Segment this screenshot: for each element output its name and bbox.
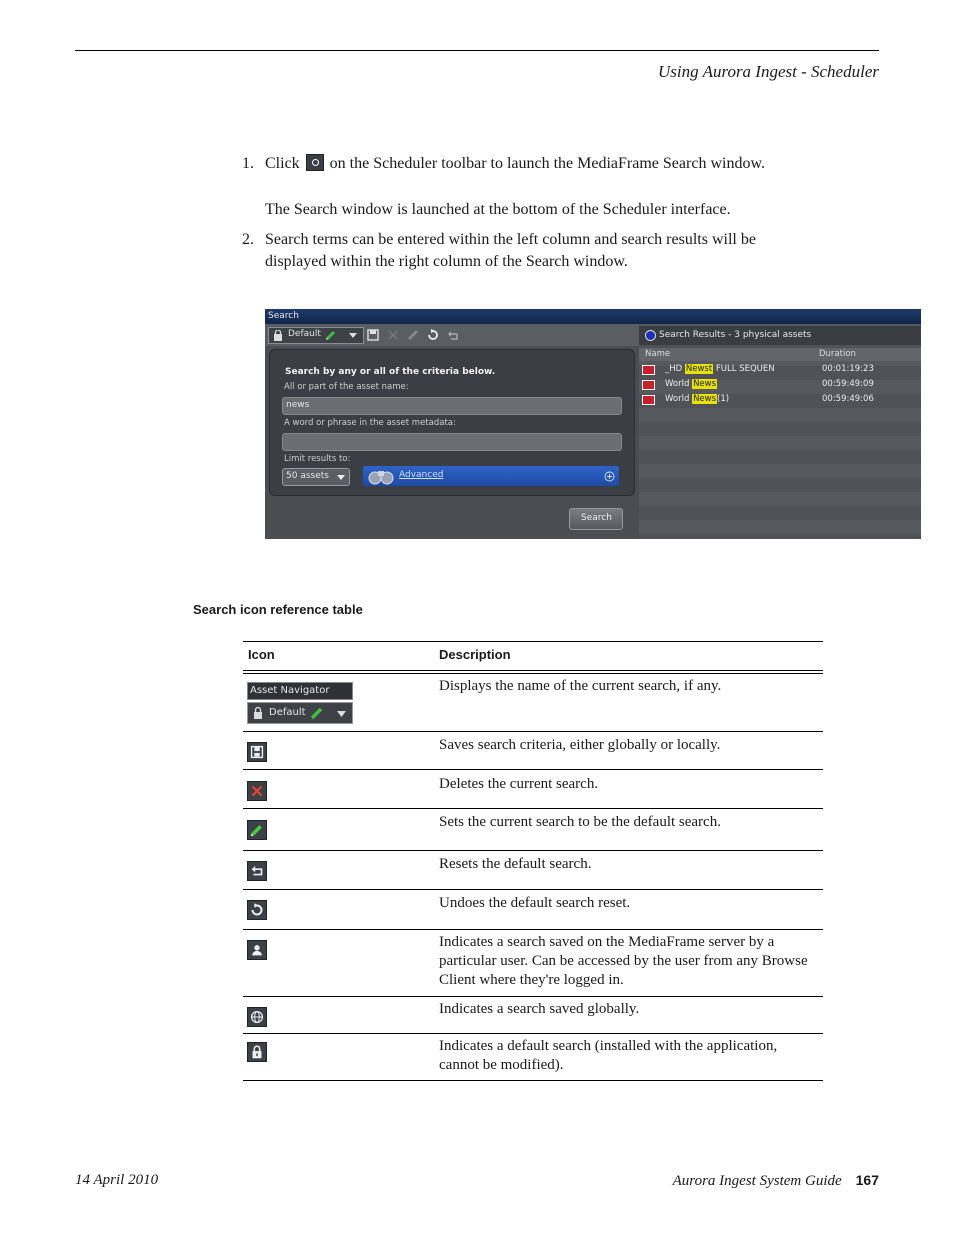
search-icon [306, 154, 324, 171]
row-description: Indicates a default search (installed with the application, cannot be modified). [439, 1038, 778, 1073]
limit-results-select[interactable] [282, 468, 350, 486]
user-icon [247, 940, 267, 960]
window-titlebar [265, 309, 921, 324]
footer-guide-title: Aurora Ingest System Guide [672, 1173, 842, 1189]
combo-value: Default [269, 707, 306, 718]
results-column-headers [639, 348, 921, 361]
chevron-down-icon [349, 333, 357, 338]
step-text-after: on the Scheduler toolbar to launch the MediaFrame Search window. [329, 155, 765, 172]
results-title: Search Results - 3 physical assets [659, 330, 812, 340]
table-rule [243, 1080, 823, 1081]
result-name-highlight: News [693, 394, 717, 404]
row-description: Displays the name of the current search, if any. [439, 678, 722, 694]
row-description: Indicates a search saved on the MediaFrame server by a particular user. Can be accessed by the user from any Browse Client where they're logged in. [439, 934, 808, 988]
asset-name-label: All or part of the asset name: [284, 382, 409, 392]
advanced-bar[interactable] [363, 466, 619, 486]
result-row[interactable] [639, 362, 921, 376]
result-name-highlight: News [693, 379, 717, 389]
save-icon [247, 742, 267, 762]
expand-icon[interactable] [604, 471, 615, 482]
lock-icon [273, 330, 283, 341]
result-name [665, 379, 717, 389]
search-button-label: Search [581, 513, 612, 523]
step-1-note: The Search window is launched at the bottom of the Scheduler interface. [265, 201, 731, 218]
default-combo [247, 702, 353, 724]
column-header-description: Description [439, 647, 511, 662]
footer-right [673, 1172, 879, 1190]
set-default-icon [310, 707, 324, 720]
result-name-suffix: FULL SEQUEN [713, 364, 775, 374]
page-header-title: Using Aurora Ingest - Scheduler [658, 62, 879, 81]
globe-icon [247, 1007, 267, 1027]
asset-name-value: news [286, 400, 310, 410]
column-header-icon: Icon [248, 647, 275, 662]
search-button[interactable] [569, 508, 623, 530]
table-rule [243, 929, 823, 930]
reset-icon [247, 861, 267, 881]
table-rule [243, 731, 823, 732]
step-text-line1: Search terms can be entered within the left column and search results will be [265, 231, 756, 248]
asset-name-input[interactable] [282, 397, 622, 415]
asset-navigator-combo [247, 682, 354, 724]
chevron-down-icon [337, 475, 345, 480]
lock-icon [253, 707, 263, 719]
column-name[interactable]: Name [645, 349, 671, 359]
asset-icon [642, 395, 655, 405]
step-number: 1. [242, 155, 254, 172]
result-name-highlight: Newst [685, 364, 713, 374]
footer-date: 14 April 2010 [75, 1172, 159, 1188]
result-row[interactable] [639, 377, 921, 391]
row-description: Undoes the default search reset. [439, 895, 631, 911]
delete-icon [247, 781, 267, 801]
asset-icon [642, 380, 655, 390]
asset-navigator-title: Asset Navigator [247, 682, 353, 700]
metadata-label: A word or phrase in the asset metadata: [284, 418, 456, 428]
row-description: Deletes the current search. [439, 776, 599, 792]
result-duration: 00:59:49:09 [822, 379, 874, 389]
row-description: Saves search criteria, either globally or locally. [439, 737, 721, 753]
set-default-icon [247, 820, 267, 840]
result-row[interactable] [639, 392, 921, 406]
limit-label: Limit results to: [284, 454, 351, 464]
asset-icon [642, 365, 655, 375]
window-title: Search [268, 311, 299, 321]
undo-icon[interactable] [427, 329, 439, 341]
result-duration: 00:01:19:23 [822, 364, 874, 374]
combo-value: Default [288, 329, 321, 339]
table-rule [243, 850, 823, 851]
results-status-icon [645, 330, 656, 341]
table-rule [243, 670, 823, 671]
result-name [665, 364, 775, 374]
table-rule [243, 889, 823, 890]
step-1 [242, 153, 765, 175]
header-rule [75, 50, 879, 51]
result-name-prefix: World [665, 394, 693, 404]
table-rule [243, 641, 823, 642]
table-rule [243, 808, 823, 809]
result-duration: 00:59:49:06 [822, 394, 874, 404]
delete-icon[interactable] [387, 329, 399, 341]
step-2 [242, 229, 756, 273]
limit-value: 50 assets [286, 471, 329, 481]
table-rule [243, 996, 823, 997]
reset-icon[interactable] [447, 329, 459, 341]
undo-icon [247, 900, 267, 920]
column-duration[interactable]: Duration [819, 349, 856, 359]
table-rule [243, 769, 823, 770]
step-number: 2. [242, 231, 254, 248]
criteria-title: Search by any or all of the criteria below. [285, 367, 496, 377]
step-text-line2: displayed within the right column of the Search window. [265, 253, 628, 270]
save-icon[interactable] [367, 329, 379, 341]
step-text-before: Click [265, 155, 300, 172]
chevron-down-icon [337, 711, 346, 717]
binoculars-icon [367, 467, 395, 485]
advanced-link[interactable]: Advanced [399, 470, 444, 480]
table-caption: Search icon reference table [193, 602, 363, 617]
results-header [639, 326, 921, 345]
result-name-prefix: World [665, 379, 693, 389]
row-description: Indicates a search saved globally. [439, 1001, 640, 1017]
row-description: Sets the current search to be the default search. [439, 814, 721, 830]
set-default-icon [325, 330, 337, 341]
result-name-suffix: (1) [717, 394, 730, 404]
table-rule [243, 673, 823, 674]
table-rule [243, 1033, 823, 1034]
lock-icon [247, 1042, 267, 1062]
search-window-screenshot [265, 309, 921, 539]
result-name [665, 394, 729, 404]
page-number: 167 [855, 1172, 879, 1188]
result-name-prefix: _HD [665, 364, 685, 374]
search-combo[interactable] [268, 327, 364, 344]
row-description: Resets the default search. [439, 856, 592, 872]
set-default-icon[interactable] [407, 329, 419, 341]
metadata-input[interactable] [282, 433, 622, 451]
